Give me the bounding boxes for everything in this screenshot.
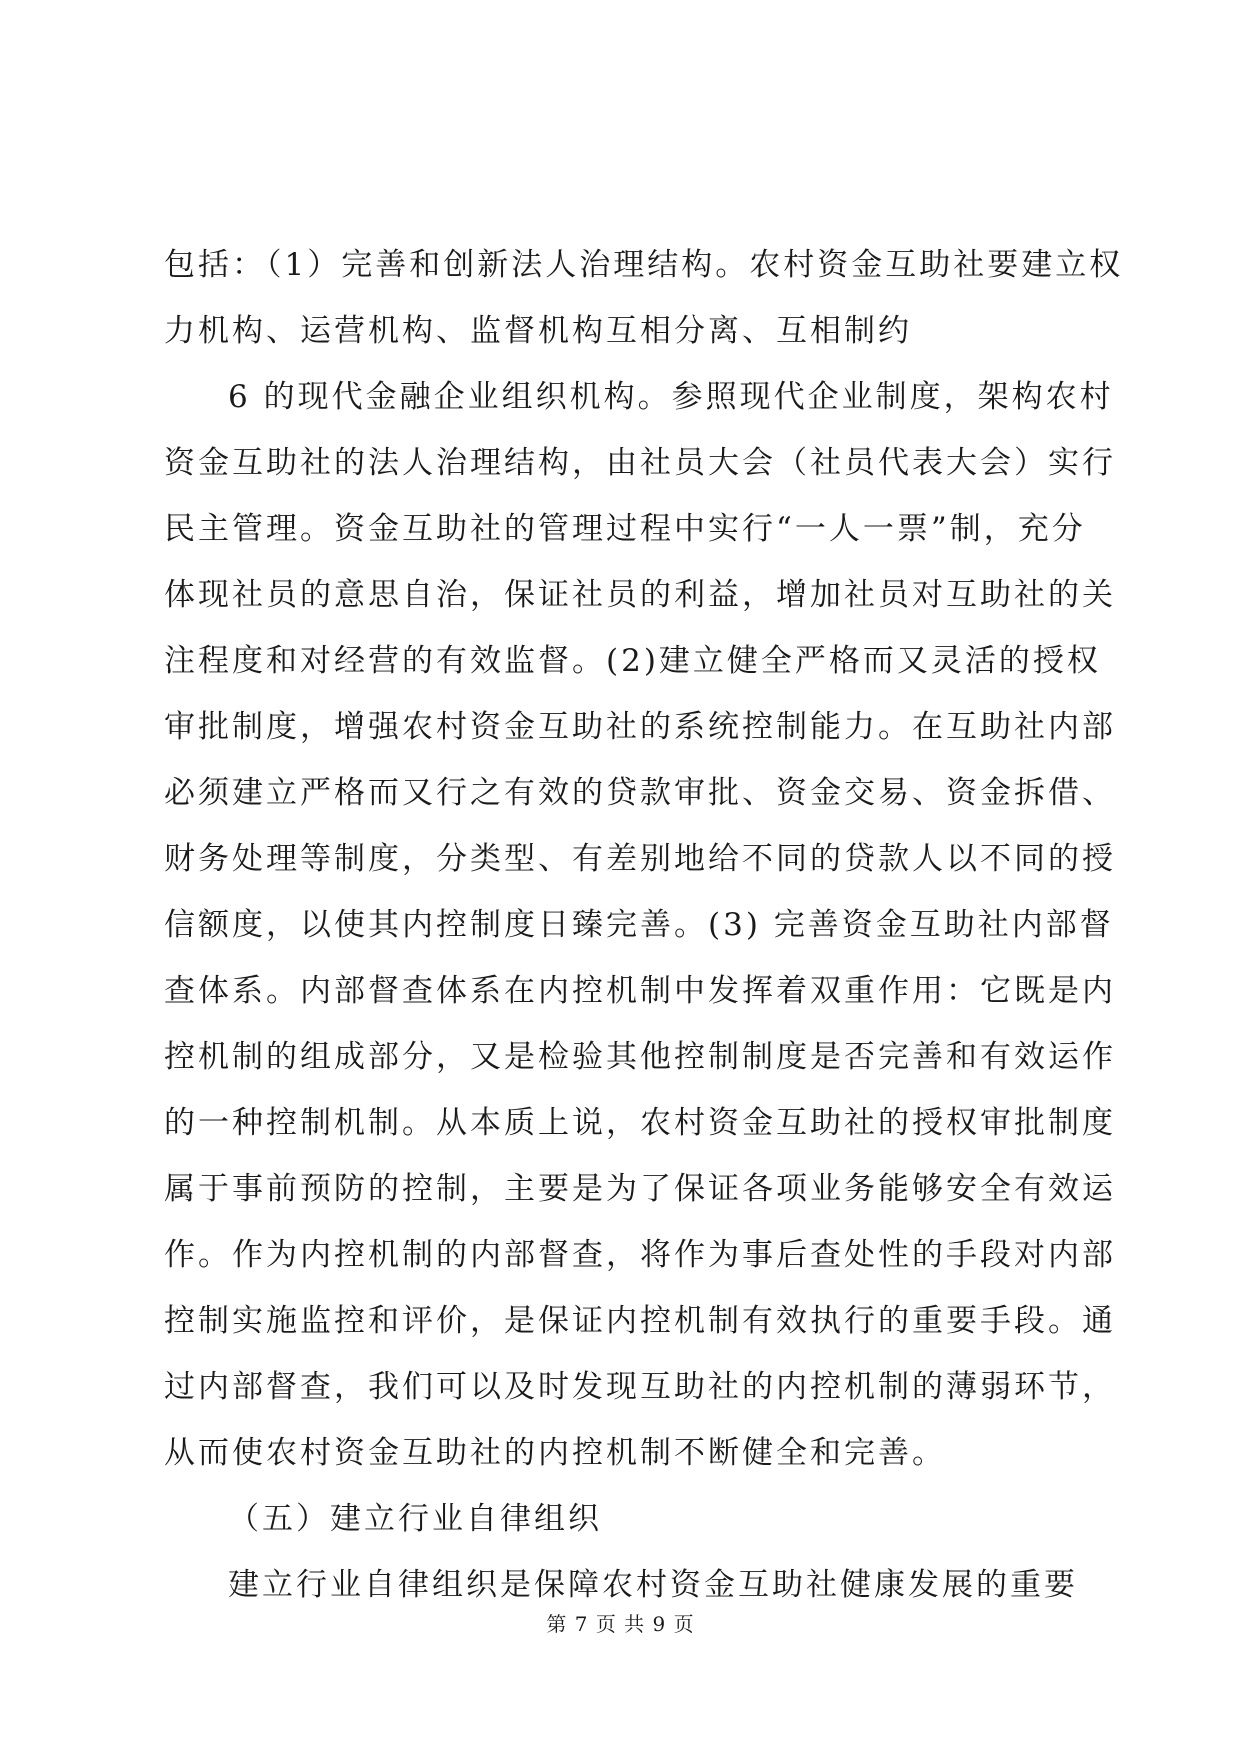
document-body xyxy=(164,232,1124,1618)
text-line: 民主管理。资金互助社的管理过程中实行“一人一票”制，充分 xyxy=(164,511,1086,547)
page-number-label: 第 7 页 共 9 页 xyxy=(546,1612,695,1636)
text-line: 资金互助社的法人治理结构，由社员大会（社员代表大会）实行 xyxy=(164,445,1116,481)
text-line: 控制实施监控和评价，是保证内控机制有效执行的重要手段。通 xyxy=(164,1303,1116,1339)
section-heading: （五）建立行业自律组织 xyxy=(228,1501,602,1537)
text-line: 必须建立严格而又行之有效的贷款审批、资金交易、资金拆借、 xyxy=(164,775,1116,811)
text-line: 从而使农村资金互助社的内控机制不断健全和完善。 xyxy=(164,1435,946,1471)
text-line: 的一种控制机制。从本质上说，农村资金互助社的授权审批制度 xyxy=(164,1105,1116,1141)
text-line: 财务处理等制度，分类型、有差别地给不同的贷款人以不同的授 xyxy=(164,841,1116,877)
text-line: 6 的现代金融企业组织机构。参照现代企业制度，架构农村 xyxy=(228,379,1114,415)
text-line: 审批制度，增强农村资金互助社的系统控制能力。在互助社内部 xyxy=(164,709,1116,745)
text-line: 建立行业自律组织是保障农村资金互助社健康发展的重要 xyxy=(228,1567,1078,1603)
text-line: 控机制的组成部分，又是检验其他控制制度是否完善和有效运作 xyxy=(164,1039,1116,1075)
text-line: 力机构、运营机构、监督机构互相分离、互相制约 xyxy=(164,313,912,349)
text-line: 注程度和对经营的有效监督。(2)建立健全严格而又灵活的授权 xyxy=(164,643,1101,679)
text-line: 查体系。内部督查体系在内控机制中发挥着双重作用：它既是内 xyxy=(164,973,1116,1009)
page-footer xyxy=(0,1608,1241,1637)
text-line: 体现社员的意思自治，保证社员的利益，增加社员对互助社的关 xyxy=(164,577,1116,613)
text-line: 包括：（1）完善和创新法人治理结构。农村资金互助社要建立权 xyxy=(164,247,1124,283)
text-line: 属于事前预防的控制，主要是为了保证各项业务能够安全有效运 xyxy=(164,1171,1116,1207)
text-line: 作。作为内控机制的内部督查，将作为事后查处性的手段对内部 xyxy=(164,1237,1116,1273)
text-line: 信额度，以使其内控制度日臻完善。(3) 完善资金互助社内部督 xyxy=(164,907,1114,943)
text-line: 过内部督查，我们可以及时发现互助社的内控机制的薄弱环节， xyxy=(164,1369,1116,1405)
